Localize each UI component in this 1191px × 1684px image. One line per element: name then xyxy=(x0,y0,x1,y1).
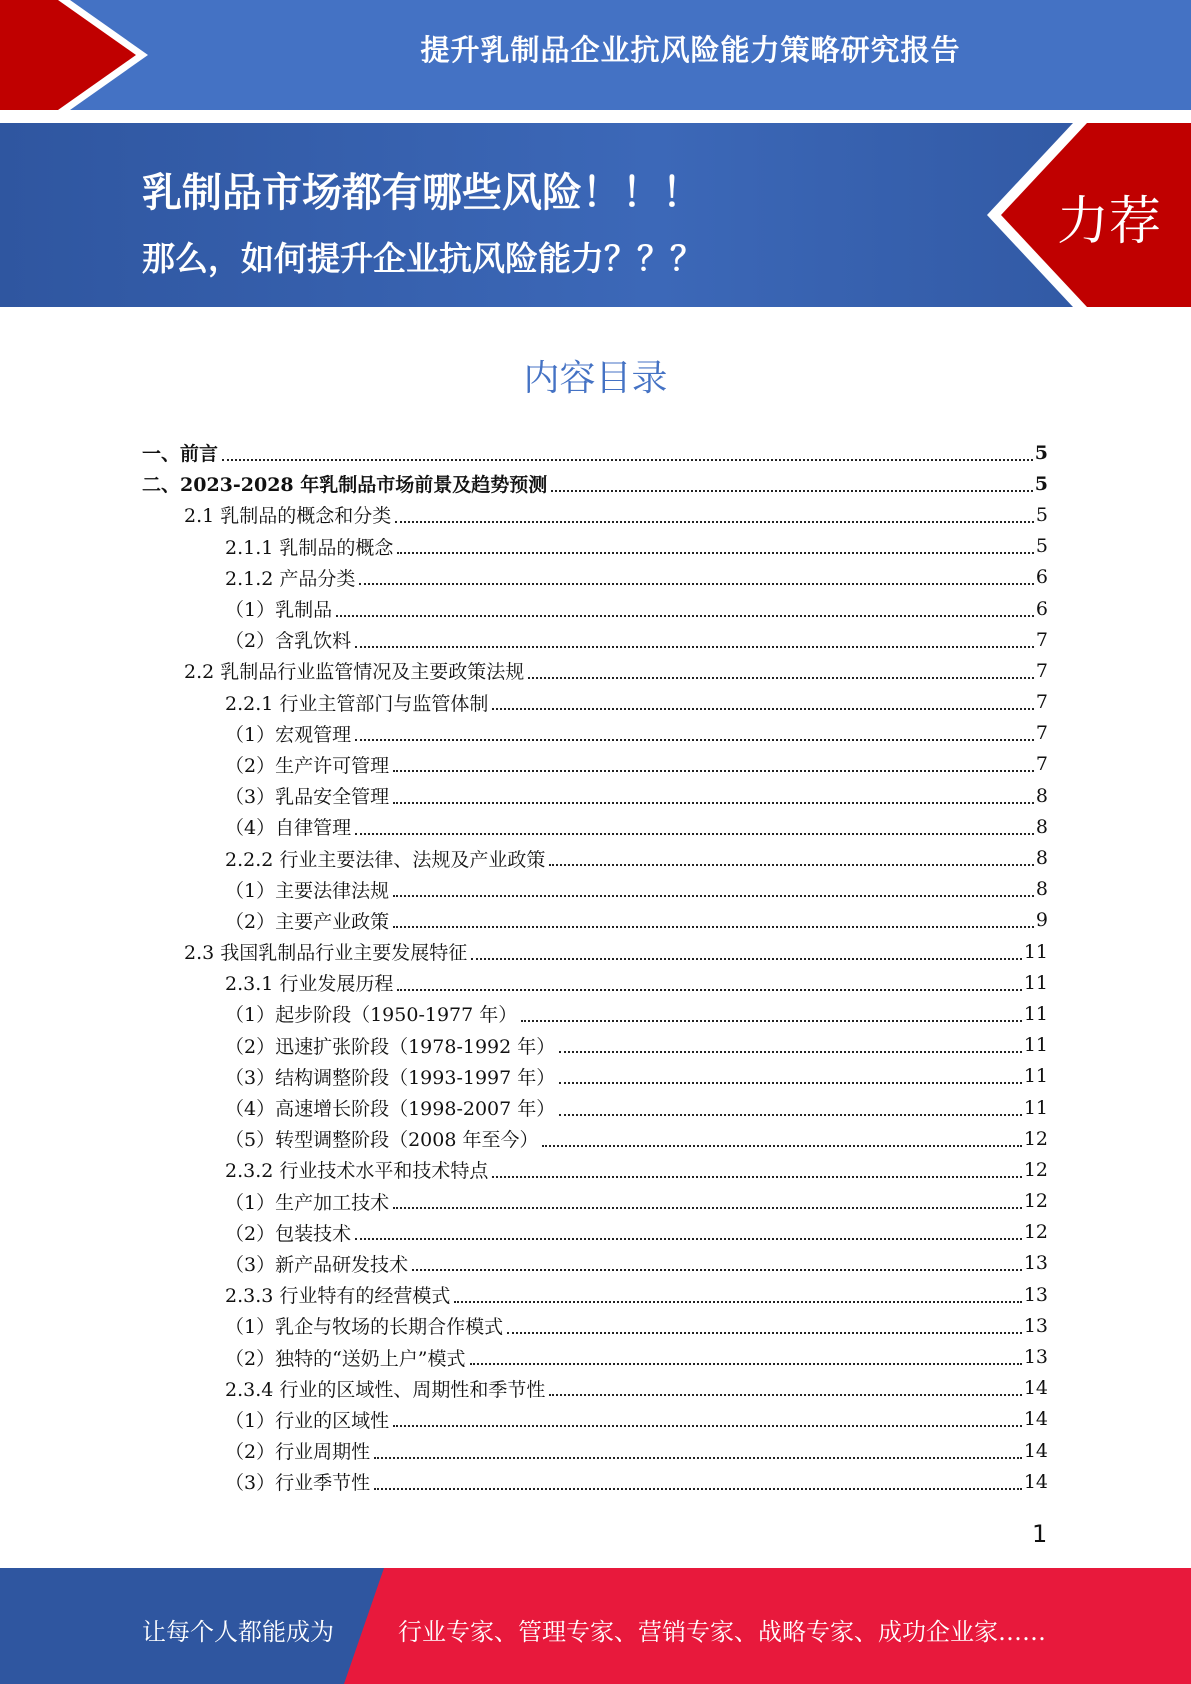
toc-leader-dots xyxy=(471,958,1022,960)
toc-entry-label: 2.1 乳制品的概念和分类 xyxy=(184,505,392,528)
toc-entry-page: 14 xyxy=(1023,1470,1048,1493)
toc-entry-label: 2.3.4 行业的区域性、周期性和季节性 xyxy=(225,1378,546,1401)
footer-slogan-prefix: 让每个人都能成为 xyxy=(142,1618,334,1646)
toc-entry-page: 14 xyxy=(1023,1439,1048,1462)
toc-entry-label: （1）乳企与牧场的长期合作模式 xyxy=(225,1316,504,1339)
toc-leader-dots xyxy=(374,1457,1022,1459)
toc-entry-page: 13 xyxy=(1023,1252,1048,1275)
toc-leader-dots xyxy=(397,552,1034,554)
toc-entry[interactable] xyxy=(142,687,1048,718)
recommend-badge xyxy=(981,123,1191,307)
toc-entry-label: （3）新产品研发技术 xyxy=(225,1253,409,1276)
toc-entry-label: 2.3.1 行业发展历程 xyxy=(225,973,394,996)
toc-leader-dots xyxy=(559,1051,1022,1053)
toc-leader-dots xyxy=(374,1488,1022,1490)
footer-slogan-list: 行业专家、管理专家、营销专家、战略专家、成功企业家…… xyxy=(398,1618,1046,1646)
toc-entry[interactable] xyxy=(142,1435,1048,1466)
toc-leader-dots xyxy=(559,1082,1022,1084)
toc-entry-label: （1）乳制品 xyxy=(225,599,333,622)
toc-entry-label: （5）转型调整阶段（2008 年至今） xyxy=(225,1129,539,1152)
toc-entry-page: 14 xyxy=(1023,1377,1048,1400)
toc-entry[interactable] xyxy=(142,998,1048,1029)
toc-entry[interactable] xyxy=(142,1092,1048,1123)
toc-entry-page: 7 xyxy=(1035,753,1048,776)
toc-leader-dots xyxy=(521,1020,1022,1022)
toc-entry-label: （1）主要法律法规 xyxy=(225,879,390,902)
toc-leader-dots xyxy=(393,1425,1022,1427)
toc-leader-dots xyxy=(492,708,1034,710)
toc-leader-dots xyxy=(542,1145,1021,1147)
toc-entry-page: 5 xyxy=(1035,503,1048,526)
toc-entry-page: 12 xyxy=(1023,1127,1048,1150)
toc-entry-label: （2）独特的“送奶上户”模式 xyxy=(225,1347,466,1370)
toc-leader-dots xyxy=(454,1301,1021,1303)
toc-entry[interactable] xyxy=(142,1310,1048,1341)
toc-entry-label: （3）结构调整阶段（1993-1997 年） xyxy=(225,1066,556,1089)
toc-leader-dots xyxy=(222,459,1033,461)
toc-entry-label: （1）宏观管理 xyxy=(225,723,352,746)
toc-entry[interactable] xyxy=(142,749,1048,780)
toc-entry[interactable] xyxy=(142,1466,1048,1497)
toc-entry-label: （4）高速增长阶段（1998-2007 年） xyxy=(225,1098,556,1121)
toc-entry[interactable] xyxy=(142,1123,1048,1154)
toc-entry-page: 9 xyxy=(1035,909,1048,932)
badge-label: 力荐 xyxy=(1056,192,1161,252)
toc-entry-page: 11 xyxy=(1023,940,1048,963)
toc-entry[interactable] xyxy=(142,593,1048,624)
toc-entry[interactable] xyxy=(142,1404,1048,1435)
toc-entry-page: 12 xyxy=(1023,1190,1048,1213)
toc-entry-page: 7 xyxy=(1035,628,1048,651)
toc-leader-dots xyxy=(492,1176,1021,1178)
toc-entry[interactable] xyxy=(142,1030,1048,1061)
toc-entry-page: 13 xyxy=(1023,1314,1048,1337)
toc-entry[interactable] xyxy=(142,1186,1048,1217)
toc-entry-page: 8 xyxy=(1035,847,1048,870)
toc-entry[interactable] xyxy=(142,1373,1048,1404)
toc-leader-dots xyxy=(336,615,1034,617)
toc-entry-label: 2.1.1 乳制品的概念 xyxy=(225,536,394,559)
report-header-bar xyxy=(0,0,1191,110)
toc-entry-page: 7 xyxy=(1035,722,1048,745)
toc-entry-label: 2.3 我国乳制品行业主要发展特征 xyxy=(184,942,468,965)
toc-leader-dots xyxy=(397,989,1021,991)
toc-leader-dots xyxy=(549,864,1034,866)
toc-entry-label: （2）包装技术 xyxy=(225,1222,352,1245)
toc-leader-dots xyxy=(470,1363,1022,1365)
toc-entry-page: 8 xyxy=(1035,784,1048,807)
toc-leader-dots xyxy=(507,1332,1022,1334)
toc-entry[interactable] xyxy=(142,718,1048,749)
toc-entry-page: 5 xyxy=(1035,535,1048,558)
toc-entry[interactable] xyxy=(142,531,1048,562)
toc-leader-dots xyxy=(355,646,1034,648)
toc-entry-label: 2.3.3 行业特有的经营模式 xyxy=(225,1285,451,1308)
toc-leader-dots xyxy=(393,802,1034,804)
toc-entry[interactable] xyxy=(142,1279,1048,1310)
banner-subheadline: 那么，如何提升企业抗风险能力？？？ xyxy=(142,239,703,278)
toc-entry[interactable] xyxy=(142,437,1048,468)
footer-banner xyxy=(0,1568,1191,1684)
toc-entry[interactable] xyxy=(142,624,1048,655)
toc-leader-dots xyxy=(393,926,1034,928)
toc-entry[interactable] xyxy=(142,905,1048,936)
toc-entry-label: 一、前言 xyxy=(142,443,219,466)
toc-entry-label: 二、2023-2028 年乳制品市场前景及趋势预测 xyxy=(142,474,548,497)
toc-entry-page: 5 xyxy=(1034,441,1048,464)
toc-leader-dots xyxy=(355,739,1034,741)
toc-entry-page: 6 xyxy=(1035,566,1048,589)
toc-entry-page: 5 xyxy=(1034,472,1048,495)
toc-entry-page: 12 xyxy=(1023,1221,1048,1244)
toc-entry[interactable] xyxy=(142,1154,1048,1185)
toc-entry-page: 6 xyxy=(1035,597,1048,620)
toc-entry[interactable] xyxy=(142,936,1048,967)
toc-entry-page: 7 xyxy=(1035,691,1048,714)
toc-entry-page: 14 xyxy=(1023,1408,1048,1431)
toc-entry-label: （2）主要产业政策 xyxy=(225,910,390,933)
toc-entry-page: 13 xyxy=(1023,1346,1048,1369)
toc-entry[interactable] xyxy=(142,967,1048,998)
toc-leader-dots xyxy=(355,1238,1022,1240)
toc-leader-dots xyxy=(528,677,1034,679)
toc-entry-page: 11 xyxy=(1023,1034,1048,1057)
page-number: 1 xyxy=(1032,1520,1048,1548)
toc-entry[interactable] xyxy=(142,562,1048,593)
toc-leader-dots xyxy=(393,770,1034,772)
toc-entry-label: （3）行业季节性 xyxy=(225,1472,371,1495)
toc-entry-page: 11 xyxy=(1023,1065,1048,1088)
toc-leader-dots xyxy=(395,521,1034,523)
toc-entry-label: （4）自律管理 xyxy=(225,817,352,840)
toc-entry-label: 2.1.2 产品分类 xyxy=(225,567,356,590)
toc-entry-label: 2.2.2 行业主要法律、法规及产业政策 xyxy=(225,848,546,871)
toc-leader-dots xyxy=(559,1114,1022,1116)
toc-entry-page: 13 xyxy=(1023,1283,1048,1306)
toc-entry-label: （1）起步阶段（1950-1977 年） xyxy=(225,1004,518,1027)
toc-entry[interactable] xyxy=(142,1061,1048,1092)
red-arrow-decoration xyxy=(0,0,160,110)
banner-headline: 乳制品市场都有哪些风险！！！ xyxy=(142,170,702,216)
toc-entry-page: 8 xyxy=(1035,878,1048,901)
report-title: 提升乳制品企业抗风险能力策略研究报告 xyxy=(420,33,961,67)
toc-leader-dots xyxy=(359,583,1034,585)
toc-entry-label: （2）含乳饮料 xyxy=(225,630,352,653)
toc-entry-page: 12 xyxy=(1023,1158,1048,1181)
toc-entry-page: 8 xyxy=(1035,815,1048,838)
toc-entry[interactable] xyxy=(142,1341,1048,1372)
toc-entry-label: （3）乳品安全管理 xyxy=(225,786,390,809)
toc-entry[interactable] xyxy=(142,811,1048,842)
toc-entry-label: 2.3.2 行业技术水平和技术特点 xyxy=(225,1160,489,1183)
promo-banner xyxy=(0,123,1191,307)
toc-entry[interactable] xyxy=(142,1217,1048,1248)
toc-entry-page: 11 xyxy=(1023,971,1048,994)
toc-entry-label: 2.2 乳制品行业监管情况及主要政策法规 xyxy=(184,661,525,684)
toc-entry-label: （2）迅速扩张阶段（1978-1992 年） xyxy=(225,1035,556,1058)
toc-entry-label: （1）生产加工技术 xyxy=(225,1191,390,1214)
toc-entry[interactable] xyxy=(142,842,1048,873)
toc-heading: 内容目录 xyxy=(523,358,668,399)
toc-entry[interactable] xyxy=(142,874,1048,905)
toc-leader-dots xyxy=(393,1207,1022,1209)
toc-leader-dots xyxy=(355,833,1034,835)
toc-leader-dots xyxy=(549,1394,1021,1396)
toc-entry[interactable] xyxy=(142,655,1048,686)
toc-leader-dots xyxy=(393,895,1034,897)
toc-entry[interactable] xyxy=(142,468,1048,499)
toc-entry-label: （2）行业周期性 xyxy=(225,1441,371,1464)
toc-entry-page: 11 xyxy=(1023,1002,1048,1025)
table-of-contents xyxy=(142,437,1048,1497)
toc-entry[interactable] xyxy=(142,780,1048,811)
toc-entry[interactable] xyxy=(142,1248,1048,1279)
toc-entry-page: 11 xyxy=(1023,1096,1048,1119)
toc-entry-label: 2.2.1 行业主管部门与监管体制 xyxy=(225,692,489,715)
toc-leader-dots xyxy=(551,490,1033,492)
toc-entry-label: （1）行业的区域性 xyxy=(225,1409,390,1432)
toc-entry[interactable] xyxy=(142,499,1048,530)
toc-leader-dots xyxy=(412,1269,1022,1271)
toc-entry-page: 7 xyxy=(1035,659,1048,682)
toc-entry-label: （2）生产许可管理 xyxy=(225,754,390,777)
